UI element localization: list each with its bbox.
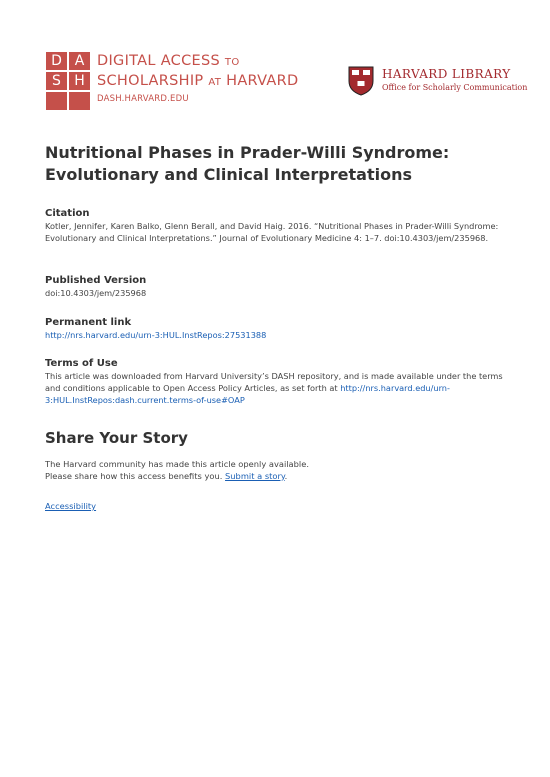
citation-text: Kotler, Jennifer, Karen Balko, Glenn Berall, and David Haig. 2016. “Nutritional Phases in Prader-Willi Syndrome: Evolutionary and Clinical Interpretations.” Journal of Evolutionary Medicine 4: 1–7. doi:10.4303/jem/235968.	[45, 221, 499, 243]
share-line-1: The Harvard community has made this article openly available.	[45, 459, 309, 469]
harvard-library-title: HARVARD LIBRARY	[382, 67, 511, 81]
citation-label: Citation	[45, 208, 90, 219]
published-label: Published Version	[45, 275, 147, 286]
dash-letter-d: D	[46, 52, 67, 70]
published-doi: doi:10.4303/jem/235968	[45, 288, 147, 298]
accessibility-link[interactable]: Accessibility	[45, 501, 97, 511]
terms-text: This article was downloaded from Harvard University’s DASH repository, and is made available under the terms and conditions applicable to Open Access Policy Articles, as set forth at http://nrs.harvard.edu/urn-3:HUL.InstRepos:dash.current.terms-of-use#OAP	[45, 371, 503, 405]
dash-line-2: SCHOLARSHIP AT HARVARD	[97, 73, 299, 89]
harvard-shield-icon	[348, 66, 374, 96]
header	[0, 52, 550, 112]
published-section	[45, 274, 510, 299]
dash-letter-a: A	[69, 52, 90, 70]
terms-link[interactable]: http://nrs.harvard.edu/urn-3:HUL.InstRepos:dash.current.terms-of-use#OAP	[45, 383, 450, 405]
citation-section	[45, 207, 510, 244]
submit-story-link[interactable]: Submit a story	[225, 471, 285, 481]
permanent-section	[45, 316, 510, 341]
dash-url: DASH.HARVARD.EDU	[97, 94, 189, 104]
permanent-label: Permanent link	[45, 317, 132, 328]
dash-logo-blank-2	[69, 92, 90, 110]
dash-logo[interactable]	[46, 52, 90, 110]
share-line-2: Please share how this access benefits you. Submit a story.	[45, 471, 288, 481]
page-title: Nutritional Phases in Prader-Willi Syndrome: Evolutionary and Clinical Interpretations	[45, 143, 450, 184]
permanent-link[interactable]: http://nrs.harvard.edu/urn-3:HUL.InstRepos:27531388	[45, 330, 267, 340]
terms-section	[45, 357, 510, 406]
dash-letter-s: S	[46, 72, 67, 90]
terms-label: Terms of Use	[45, 358, 118, 369]
harvard-library-subtitle: Office for Scholarly Communication	[382, 83, 528, 92]
dash-letter-h: H	[69, 72, 90, 90]
dash-logo-blank-1	[46, 92, 67, 110]
dash-line-1: DIGITAL ACCESS TO	[97, 53, 240, 69]
share-heading: Share Your Story	[45, 429, 188, 447]
dash-wordmark[interactable]	[97, 52, 298, 104]
share-text	[45, 458, 510, 482]
